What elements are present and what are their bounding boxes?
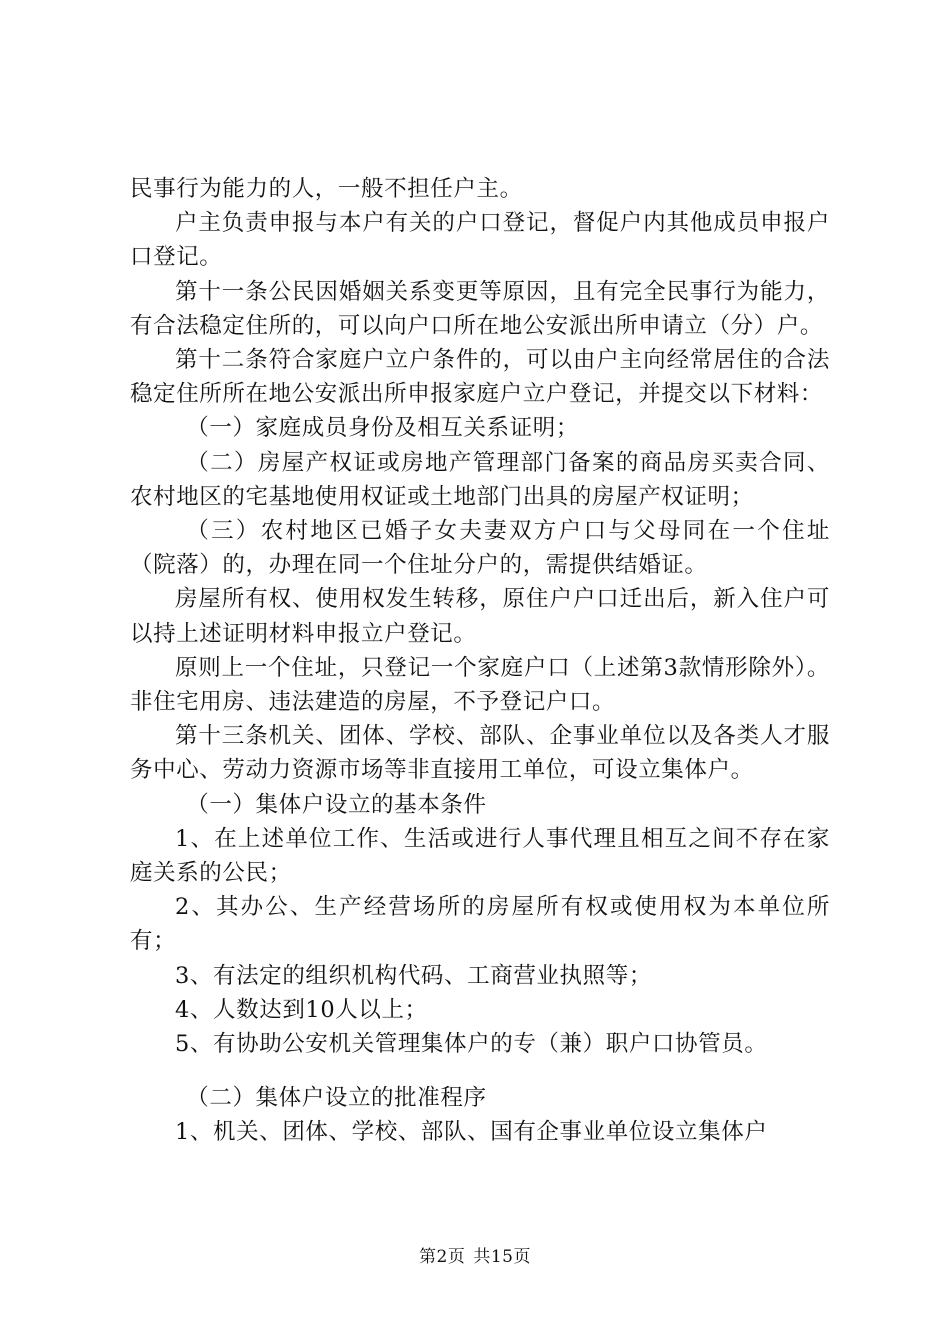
page-number: 第2页 <box>419 1247 466 1267</box>
document-body <box>130 172 830 1150</box>
paragraph: 民事行为能力的人，一般不担任户主。 <box>130 176 523 202</box>
page-footer <box>0 1242 950 1267</box>
paragraph: 房屋所有权、使用权发生转移，原住户户口迁出后，新入住户可以持上述证明材料申报立户登记。 <box>130 586 830 647</box>
list-item: （二）房屋产权证或房地产管理部门备案的商品房买卖合同、农村地区的宅基地使用权证或土地部门出具的房屋产权证明； <box>130 449 830 510</box>
paragraph: 第十一条公民因婚姻关系变更等原因，且有完全民事行为能力，有合法稳定住所的，可以向户口所在地公安派出所申请立（分）户。 <box>130 278 830 339</box>
list-item: 3、有法定的组织机构代码、工商营业执照等； <box>175 962 652 989</box>
list-item: 2、其办公、生产经营场所的房屋所有权或使用权为本单位所有； <box>130 894 830 955</box>
list-item: （一）家庭成员身份及相互关系证明； <box>186 415 579 442</box>
page-total: 共15页 <box>473 1247 531 1267</box>
paragraph: 户主负责申报与本户有关的户口登记，督促户内其他成员申报户口登记。 <box>130 210 830 271</box>
paragraph: 第十二条符合家庭户立户条件的，可以由户主向经常居住的合法稳定住所所在地公安派出所申报家庭户立户登记，并提交以下材料： <box>130 347 830 408</box>
list-item: 1、在上述单位工作、生活或进行人事代理且相互之间不存在家庭关系的公民； <box>130 825 830 887</box>
list-item: 5、有协助公安机关管理集体户的专（兼）职户口协管员。 <box>175 1031 768 1058</box>
list-item: 1、机关、团体、学校、部队、国有企事业单位设立集体户 <box>175 1119 768 1146</box>
list-item: （三）农村地区已婚子女夫妻双方户口与父母同在一个住址（院落）的，办理在同一个住址分户的，需提供结婚证。 <box>130 518 830 579</box>
paragraph: 原则上一个住址，只登记一个家庭户口（上述第3款情形除外）。非住宅用房、违法建造的房屋，不予登记户口。 <box>130 654 830 716</box>
paragraph: 第十三条机关、团体、学校、部队、企事业单位以及各类人才服务中心、劳动力资源市场等非直接用工单位，可设立集体户。 <box>130 723 830 784</box>
section-heading: （二）集体户设立的批准程序 <box>186 1085 487 1112</box>
section-heading: （一）集体户设立的基本条件 <box>186 791 487 818</box>
list-item: 4、人数达到10人以上； <box>175 996 428 1023</box>
